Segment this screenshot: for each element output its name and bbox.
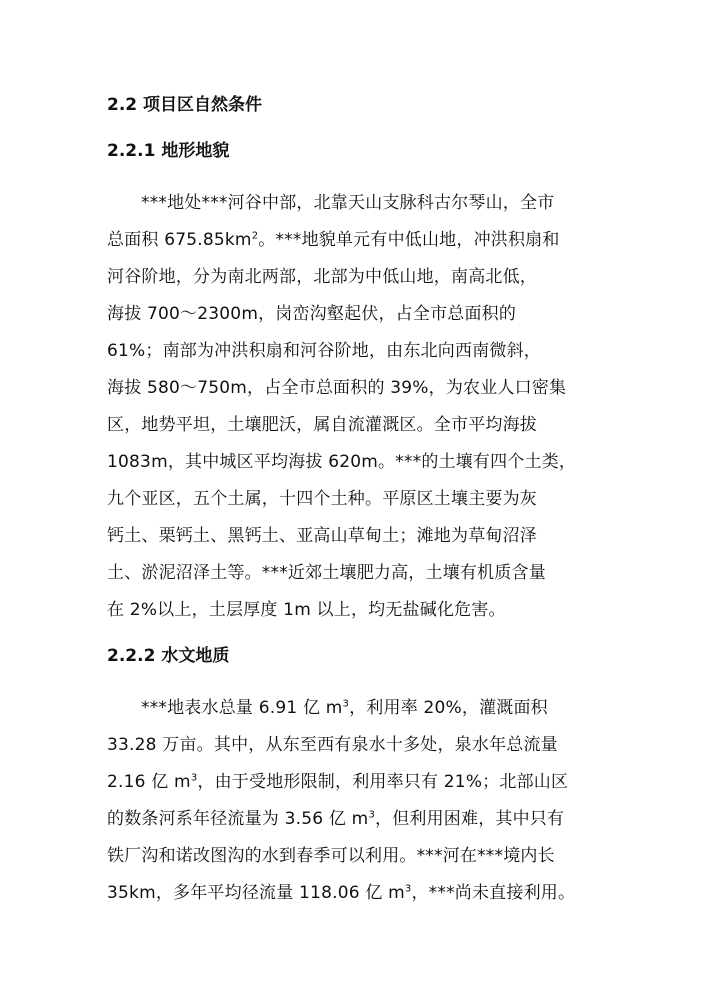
text-line — [107, 333, 607, 370]
superscript: 3 — [190, 772, 198, 784]
subsection-heading-terrain: 2.2.1 地形地貌 — [107, 141, 230, 161]
text-run: ***地表水总量 6.91 亿 m — [141, 698, 343, 718]
text-line — [107, 518, 607, 555]
section-heading: 2.2 项目区自然条件 — [107, 95, 263, 115]
text-line — [107, 222, 607, 259]
superscript: 3 — [404, 883, 412, 895]
terrain-paragraph — [107, 185, 607, 629]
text-line — [107, 690, 607, 727]
text-line — [107, 444, 607, 481]
text-line — [107, 259, 607, 296]
text-run: ***地处***河谷中部，北靠天山支脉科古尔琴山，全市 — [141, 193, 555, 213]
text-run: ，***尚未直接利用。 — [411, 883, 576, 903]
subsection-heading-hydro: 2.2.2 水文地质 — [107, 646, 230, 666]
text-line — [107, 555, 607, 592]
text-run: 61%；南部为冲洪积扇和河谷阶地，由东北向西南微斜， — [107, 341, 541, 361]
text-line — [107, 801, 607, 838]
text-line — [107, 592, 607, 629]
text-run: 的数条河系年径流量为 3.56 亿 m — [107, 809, 369, 829]
text-run: 。***地貌单元有中低山地，冲洪积扇和 — [258, 230, 560, 250]
text-run: 海拔 700～2300m，岗峦沟壑起伏，占全市总面积的 — [107, 304, 517, 324]
text-line — [107, 764, 607, 801]
text-run: 2.16 亿 m — [107, 772, 191, 792]
text-run: 钙土、栗钙土、黑钙土、亚高山草甸土；滩地为草甸沼泽 — [107, 526, 537, 546]
hydro-paragraph — [107, 690, 607, 912]
text-run: 九个亚区，五个土属，十四个土种。平原区土壤主要为灰 — [107, 489, 537, 509]
text-run: ，由于受地形限制，利用率只有 21%；北部山区 — [197, 772, 569, 792]
superscript: 2 — [251, 230, 259, 242]
text-line — [107, 875, 607, 912]
text-line — [107, 370, 607, 407]
text-run: 35km，多年平均径流量 118.06 亿 m — [107, 883, 405, 903]
text-run: 区，地势平坦，土壤肥沃，属自流灌溉区。全市平均海拔 — [107, 415, 537, 435]
text-run: 海拔 580～750m，占全市总面积的 39%，为农业人口密集 — [107, 378, 567, 398]
text-run: 1083m，其中城区平均海拔 620m。***的土壤有四个土类， — [107, 452, 577, 472]
text-run: 河谷阶地，分为南北两部，北部为中低山地，南高北低， — [107, 267, 537, 287]
text-line — [107, 727, 607, 764]
text-line — [107, 185, 607, 222]
text-run: 土、淤泥沼泽土等。***近郊土壤肥力高，土壤有机质含量 — [107, 563, 546, 583]
text-run: 铁厂沟和诺改图沟的水到春季可以利用。***河在***境内长 — [107, 846, 555, 866]
text-line — [107, 481, 607, 518]
text-run: 总面积 675.85km — [107, 230, 252, 250]
superscript: 3 — [368, 809, 375, 821]
text-line — [107, 407, 607, 444]
text-run: ，利用率 20%，灌溉面积 — [349, 698, 548, 718]
text-line — [107, 838, 607, 875]
text-line — [107, 296, 607, 333]
text-run: 33.28 万亩。其中，从东至西有泉水十多处，泉水年总流量 — [107, 735, 558, 755]
text-run: ，但利用困难，其中只有 — [375, 809, 565, 829]
text-run: 在 2%以上，土层厚度 1m 以上，均无盐碱化危害。 — [107, 600, 506, 620]
superscript: 3 — [342, 698, 350, 710]
